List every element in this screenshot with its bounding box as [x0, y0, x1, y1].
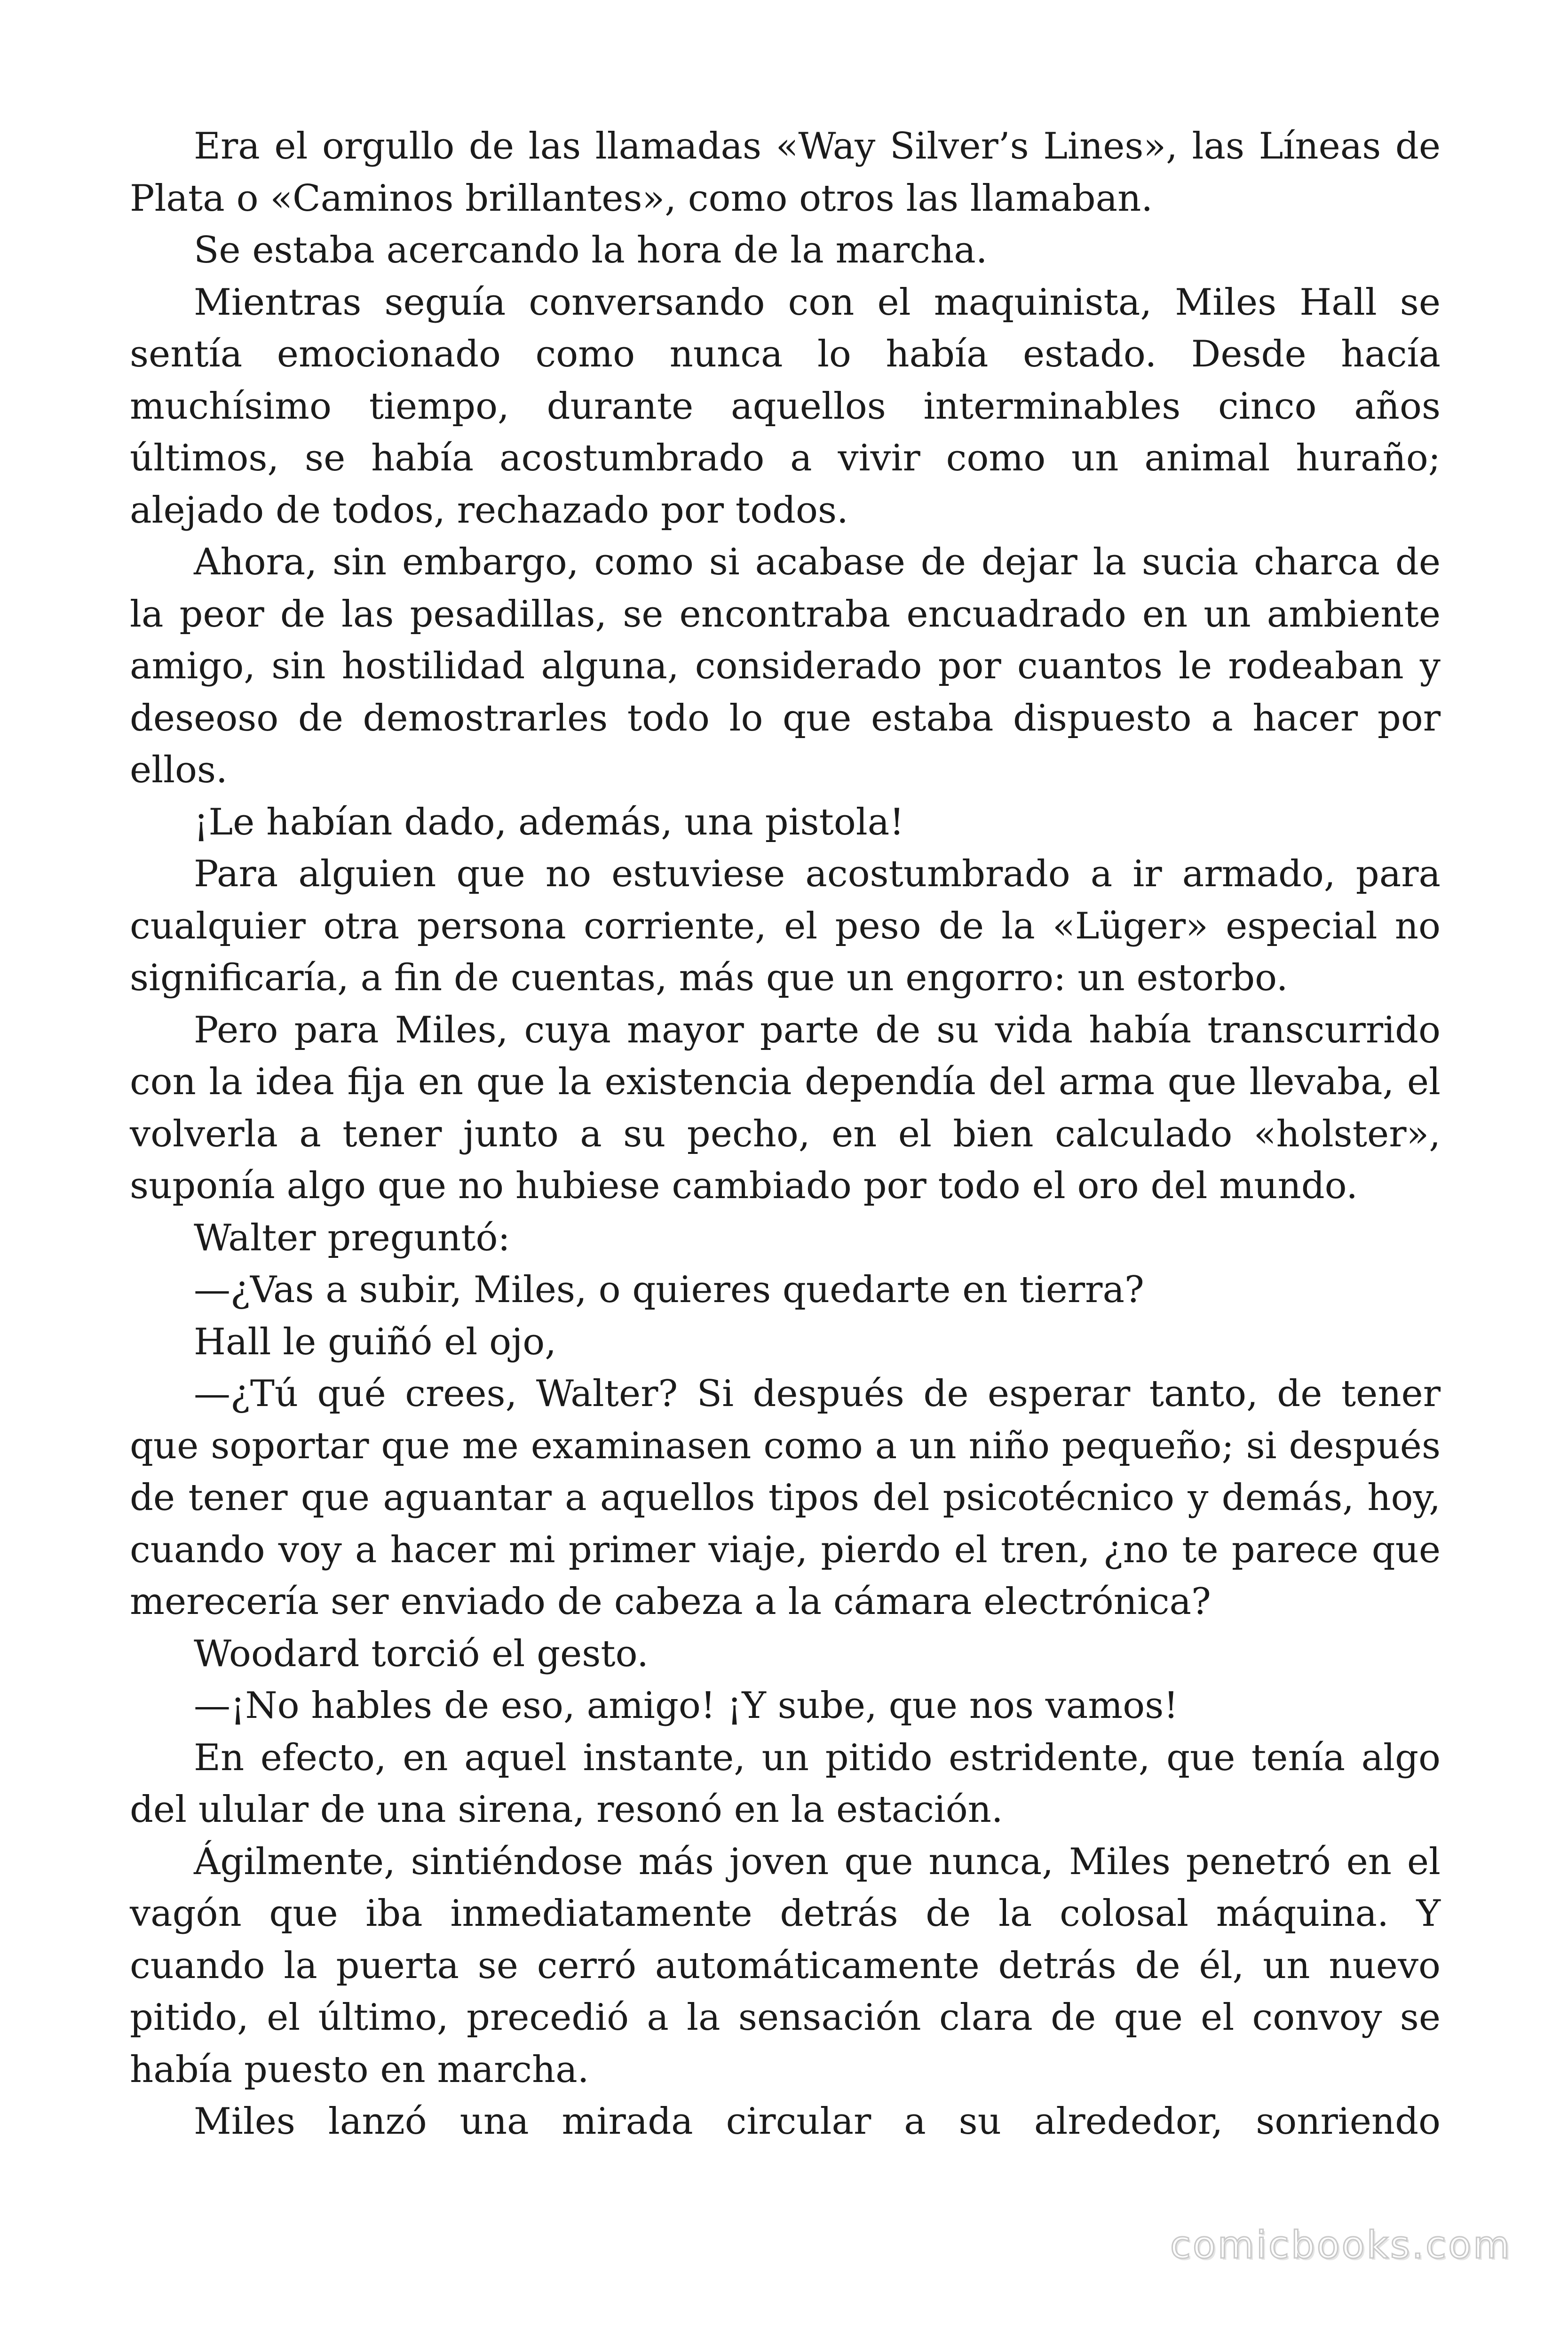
paragraph: Woodard torció el gesto. [194, 1632, 649, 1675]
paragraph: —¿Vas a subir, Miles, o quieres quedarte en tierra? [194, 1269, 1144, 1311]
paragraph: Walter preguntó: [194, 1216, 510, 1259]
paragraph: En efecto, en aquel instante, un pitido estridente, que tenía algo del ulular de una sirena, resonó en la estación. [130, 1736, 1441, 1831]
paragraph: Miles lanzó una mirada circular a su alrededor, sonriendo [194, 2100, 1441, 2143]
paragraph: Era el orgullo de las llamadas «Way Silver’s Lines», las Líneas de Plata o «Caminos brillantes», como otros las llamaban. [130, 125, 1441, 220]
paragraph: Mientras seguía conversando con el maquinista, Miles Hall se sentía emocionado como nunca lo había estado. Desde hacía muchísimo tiempo, durante aquellos interminables cinco años últimos, se había acostumbrado a vivir como un animal huraño; alejado de todos, rechazado por todos. [130, 281, 1441, 532]
paragraph: —¡No hables de eso, amigo! ¡Y sube, que nos vamos! [194, 1685, 1179, 1727]
paragraph: Para alguien que no estuviese acostumbrado a ir armado, para cualquier otra persona corriente, el peso de la «Lüger» especial no significaría, a fin de cuentas, más que un engorro: un estorbo. [130, 853, 1441, 999]
paragraph: Ahora, sin embargo, como si acabase de dejar la sucia charca de la peor de las pesadillas, se encontraba encuadrado en un ambiente amigo, sin hostilidad alguna, considerado por cuantos le rodeaban y deseoso de demostrarles todo lo que estaba dispuesto a hacer por ellos. [130, 541, 1441, 791]
paragraph: Pero para Miles, cuya mayor parte de su vida había transcurrido con la idea fija en que la existencia dependía del arma que llevaba, el volverla a tener junto a su pecho, en el bien calculado «holster», suponía algo que no hubiese cambiado por todo el oro del mundo. [130, 1009, 1441, 1207]
watermark-text: comicbooks.com [1170, 2223, 1512, 2267]
paragraph: —¿Tú qué crees, Walter? Si después de esperar tanto, de tener que soportar que me examinasen como a un niño pequeño; si después de tener que aguantar a aquellos tipos del psicotécnico y demás, hoy, cuando voy a hacer mi primer viaje, pierdo el tren, ¿no te parece que merecería ser enviado de cabeza a la cámara electrónica? [130, 1373, 1441, 1623]
paragraph: Hall le guiñó el ojo, [194, 1320, 557, 1363]
body-text [130, 120, 1441, 2148]
paragraph: Ágilmente, sintiéndose más joven que nunca, Miles penetró en el vagón que iba inmediatamente detrás de la colosal máquina. Y cuando la puerta se cerró automáticamente detrás de él, un nuevo pitido, el último, precedió a la sensación clara de que el convoy se había puesto en marcha. [130, 1840, 1441, 2091]
paragraph: ¡Le habían dado, además, una pistola! [194, 801, 904, 843]
paragraph: Se estaba acercando la hora de la marcha. [194, 229, 988, 271]
